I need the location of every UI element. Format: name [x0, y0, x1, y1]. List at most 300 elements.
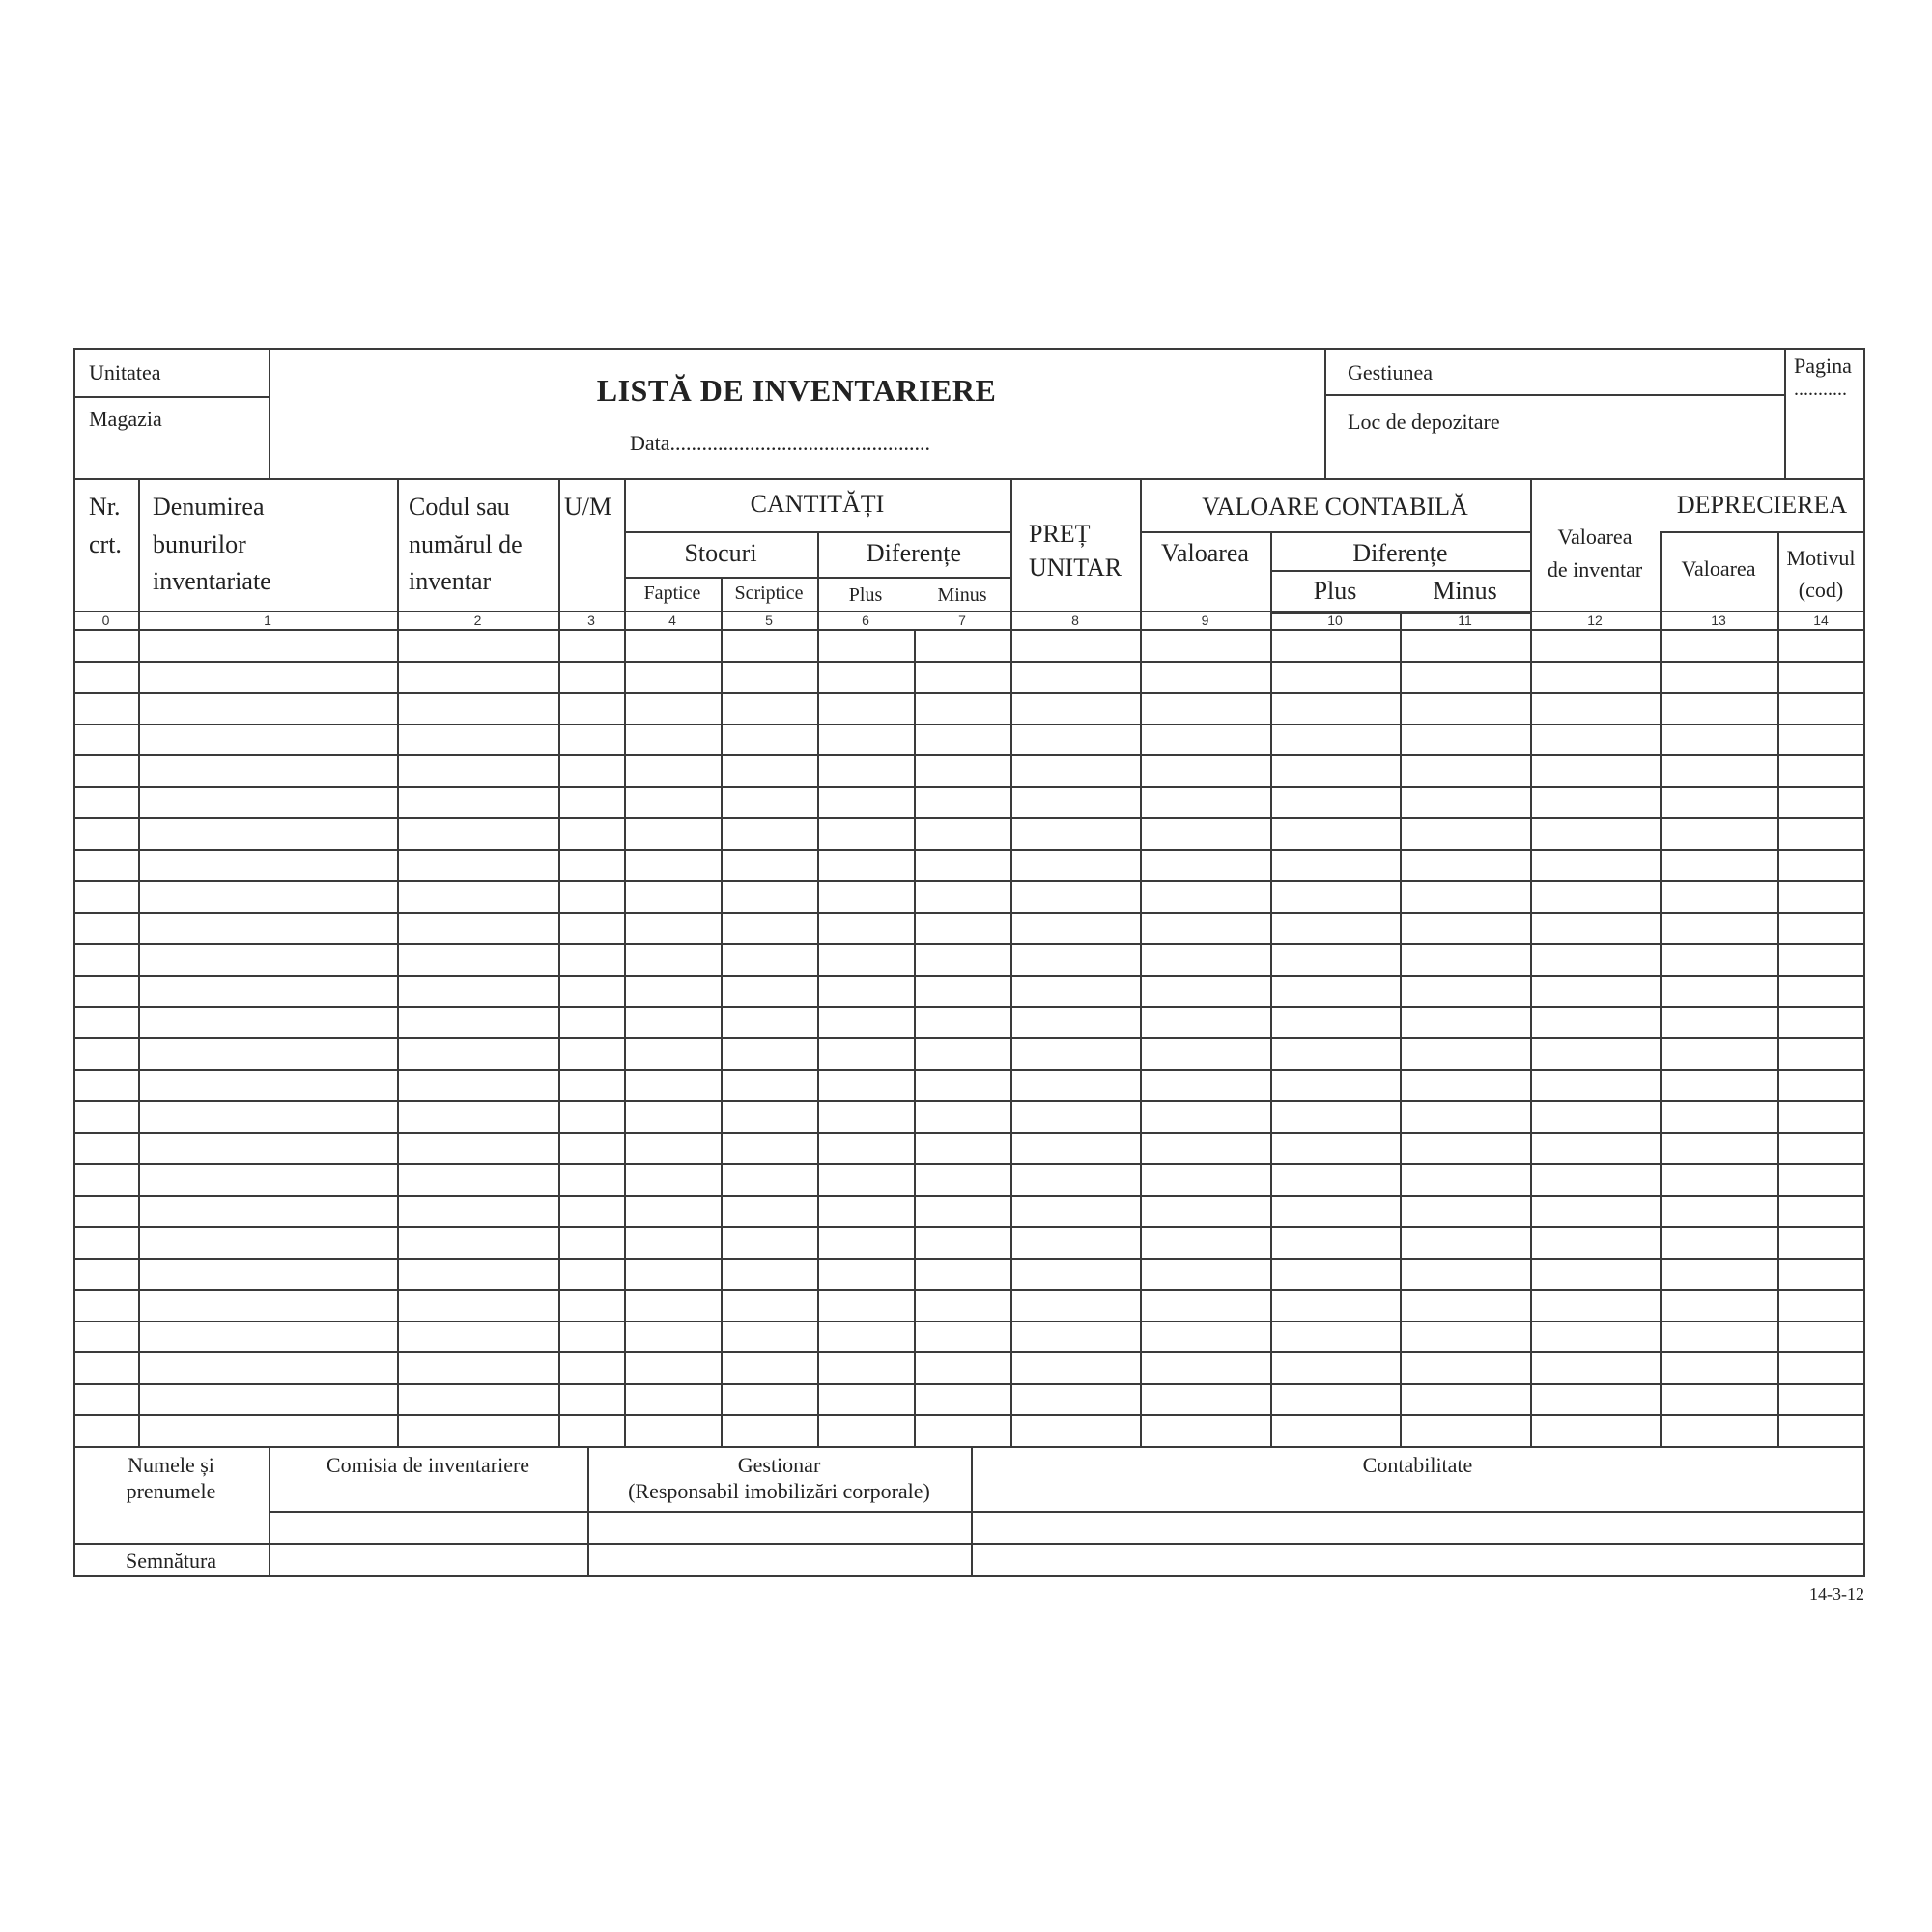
table-cell-col-8[interactable]	[1012, 756, 1140, 786]
table-cell-col-10[interactable]	[1272, 1353, 1400, 1383]
table-cell-col-10[interactable]	[1272, 1134, 1400, 1164]
table-cell-col-3[interactable]	[560, 1102, 624, 1132]
table-cell-col-8[interactable]	[1012, 788, 1140, 818]
table-cell-col-4[interactable]	[626, 819, 721, 849]
table-cell-col-12[interactable]	[1532, 1322, 1660, 1352]
table-cell-col-7[interactable]	[916, 1102, 1010, 1132]
table-cell-col-6[interactable]	[819, 1197, 914, 1227]
table-cell-col-11[interactable]	[1402, 977, 1530, 1007]
table-cell-col-4[interactable]	[626, 1165, 721, 1195]
table-cell-col-5[interactable]	[723, 788, 817, 818]
table-cell-col-3[interactable]	[560, 788, 624, 818]
table-cell-col-4[interactable]	[626, 1102, 721, 1132]
table-cell-col-5[interactable]	[723, 694, 817, 724]
table-cell-col-7[interactable]	[916, 1385, 1010, 1415]
table-cell-col-2[interactable]	[399, 694, 558, 724]
table-cell-col-13[interactable]	[1662, 945, 1777, 975]
table-cell-col-13[interactable]	[1662, 1228, 1777, 1258]
table-cell-col-9[interactable]	[1142, 882, 1270, 912]
table-cell-col-7[interactable]	[916, 1071, 1010, 1101]
table-cell-col-14[interactable]	[1779, 945, 1864, 975]
table-cell-col-12[interactable]	[1532, 1197, 1660, 1227]
table-cell-col-1[interactable]	[140, 851, 397, 881]
accounting-signature-field[interactable]	[973, 1545, 1863, 1575]
table-cell-col-3[interactable]	[560, 631, 624, 661]
table-cell-col-6[interactable]	[819, 1353, 914, 1383]
table-cell-col-3[interactable]	[560, 914, 624, 944]
table-cell-col-10[interactable]	[1272, 1416, 1400, 1446]
table-cell-col-1[interactable]	[140, 1102, 397, 1132]
table-cell-col-14[interactable]	[1779, 1260, 1864, 1290]
table-cell-col-4[interactable]	[626, 694, 721, 724]
table-cell-col-11[interactable]	[1402, 1071, 1530, 1101]
table-cell-col-12[interactable]	[1532, 819, 1660, 849]
table-cell-col-7[interactable]	[916, 725, 1010, 755]
table-cell-col-14[interactable]	[1779, 1385, 1864, 1415]
table-cell-col-6[interactable]	[819, 819, 914, 849]
table-cell-col-8[interactable]	[1012, 1260, 1140, 1290]
table-cell-col-6[interactable]	[819, 631, 914, 661]
table-cell-col-0[interactable]	[75, 694, 138, 724]
table-cell-col-13[interactable]	[1662, 1008, 1777, 1037]
table-cell-col-12[interactable]	[1532, 1071, 1660, 1101]
table-cell-col-0[interactable]	[75, 1039, 138, 1069]
table-cell-col-1[interactable]	[140, 1039, 397, 1069]
manager-signature-field[interactable]	[589, 1545, 971, 1575]
table-cell-col-5[interactable]	[723, 1291, 817, 1321]
table-cell-col-5[interactable]	[723, 1385, 817, 1415]
table-cell-col-2[interactable]	[399, 1416, 558, 1446]
table-cell-col-4[interactable]	[626, 1260, 721, 1290]
table-cell-col-13[interactable]	[1662, 1039, 1777, 1069]
table-cell-col-9[interactable]	[1142, 725, 1270, 755]
table-cell-col-14[interactable]	[1779, 882, 1864, 912]
table-cell-col-9[interactable]	[1142, 1291, 1270, 1321]
table-cell-col-11[interactable]	[1402, 1165, 1530, 1195]
table-cell-col-10[interactable]	[1272, 1228, 1400, 1258]
table-cell-col-0[interactable]	[75, 725, 138, 755]
table-cell-col-7[interactable]	[916, 1260, 1010, 1290]
table-cell-col-9[interactable]	[1142, 1134, 1270, 1164]
table-cell-col-10[interactable]	[1272, 663, 1400, 693]
table-cell-col-2[interactable]	[399, 725, 558, 755]
table-cell-col-2[interactable]	[399, 1228, 558, 1258]
table-cell-col-8[interactable]	[1012, 882, 1140, 912]
table-cell-col-8[interactable]	[1012, 1353, 1140, 1383]
table-cell-col-5[interactable]	[723, 819, 817, 849]
table-cell-col-0[interactable]	[75, 819, 138, 849]
table-cell-col-8[interactable]	[1012, 1385, 1140, 1415]
table-cell-col-11[interactable]	[1402, 631, 1530, 661]
table-cell-col-10[interactable]	[1272, 1008, 1400, 1037]
table-cell-col-1[interactable]	[140, 631, 397, 661]
table-cell-col-10[interactable]	[1272, 756, 1400, 786]
table-cell-col-1[interactable]	[140, 1071, 397, 1101]
table-cell-col-10[interactable]	[1272, 977, 1400, 1007]
table-cell-col-4[interactable]	[626, 1134, 721, 1164]
table-cell-col-1[interactable]	[140, 882, 397, 912]
table-cell-col-7[interactable]	[916, 631, 1010, 661]
table-cell-col-7[interactable]	[916, 1008, 1010, 1037]
table-cell-col-10[interactable]	[1272, 1102, 1400, 1132]
table-cell-col-14[interactable]	[1779, 851, 1864, 881]
table-cell-col-1[interactable]	[140, 1385, 397, 1415]
table-cell-col-3[interactable]	[560, 694, 624, 724]
table-cell-col-8[interactable]	[1012, 851, 1140, 881]
table-cell-col-13[interactable]	[1662, 694, 1777, 724]
table-cell-col-2[interactable]	[399, 819, 558, 849]
table-cell-col-7[interactable]	[916, 1291, 1010, 1321]
table-cell-col-10[interactable]	[1272, 694, 1400, 724]
table-cell-col-5[interactable]	[723, 977, 817, 1007]
date-field[interactable]: Data.................................................	[630, 431, 931, 455]
table-cell-col-14[interactable]	[1779, 1134, 1864, 1164]
table-cell-col-14[interactable]	[1779, 788, 1864, 818]
table-cell-col-8[interactable]	[1012, 1102, 1140, 1132]
table-cell-col-3[interactable]	[560, 663, 624, 693]
table-cell-col-11[interactable]	[1402, 1291, 1530, 1321]
table-cell-col-9[interactable]	[1142, 1008, 1270, 1037]
table-cell-col-3[interactable]	[560, 1416, 624, 1446]
table-cell-col-11[interactable]	[1402, 1102, 1530, 1132]
table-cell-col-12[interactable]	[1532, 1228, 1660, 1258]
table-cell-col-2[interactable]	[399, 1039, 558, 1069]
table-cell-col-3[interactable]	[560, 1385, 624, 1415]
table-cell-col-4[interactable]	[626, 1385, 721, 1415]
table-cell-col-9[interactable]	[1142, 945, 1270, 975]
table-cell-col-9[interactable]	[1142, 631, 1270, 661]
table-cell-col-4[interactable]	[626, 1322, 721, 1352]
table-cell-col-11[interactable]	[1402, 1322, 1530, 1352]
table-cell-col-0[interactable]	[75, 1134, 138, 1164]
table-cell-col-10[interactable]	[1272, 631, 1400, 661]
table-cell-col-4[interactable]	[626, 914, 721, 944]
table-cell-col-13[interactable]	[1662, 1416, 1777, 1446]
table-cell-col-14[interactable]	[1779, 977, 1864, 1007]
table-cell-col-2[interactable]	[399, 1071, 558, 1101]
table-cell-col-14[interactable]	[1779, 1102, 1864, 1132]
table-cell-col-6[interactable]	[819, 1416, 914, 1446]
table-cell-col-0[interactable]	[75, 851, 138, 881]
table-cell-col-0[interactable]	[75, 1102, 138, 1132]
table-cell-col-13[interactable]	[1662, 788, 1777, 818]
table-cell-col-3[interactable]	[560, 756, 624, 786]
table-cell-col-12[interactable]	[1532, 631, 1660, 661]
table-cell-col-2[interactable]	[399, 977, 558, 1007]
table-cell-col-6[interactable]	[819, 1260, 914, 1290]
table-cell-col-14[interactable]	[1779, 819, 1864, 849]
table-cell-col-11[interactable]	[1402, 819, 1530, 849]
table-cell-col-5[interactable]	[723, 1260, 817, 1290]
table-cell-col-7[interactable]	[916, 1197, 1010, 1227]
table-cell-col-14[interactable]	[1779, 663, 1864, 693]
table-cell-col-4[interactable]	[626, 977, 721, 1007]
table-cell-col-8[interactable]	[1012, 1008, 1140, 1037]
table-cell-col-1[interactable]	[140, 663, 397, 693]
table-cell-col-14[interactable]	[1779, 756, 1864, 786]
table-cell-col-12[interactable]	[1532, 1260, 1660, 1290]
table-cell-col-14[interactable]	[1779, 1416, 1864, 1446]
table-cell-col-11[interactable]	[1402, 1197, 1530, 1227]
table-cell-col-13[interactable]	[1662, 977, 1777, 1007]
table-cell-col-1[interactable]	[140, 756, 397, 786]
table-cell-col-11[interactable]	[1402, 663, 1530, 693]
table-cell-col-6[interactable]	[819, 977, 914, 1007]
table-cell-col-1[interactable]	[140, 1165, 397, 1195]
table-cell-col-3[interactable]	[560, 1228, 624, 1258]
table-cell-col-12[interactable]	[1532, 1134, 1660, 1164]
table-cell-col-12[interactable]	[1532, 1353, 1660, 1383]
table-cell-col-12[interactable]	[1532, 945, 1660, 975]
table-cell-col-3[interactable]	[560, 1197, 624, 1227]
table-cell-col-14[interactable]	[1779, 631, 1864, 661]
storage-location-field[interactable]	[1326, 396, 1784, 477]
table-cell-col-4[interactable]	[626, 1071, 721, 1101]
table-cell-col-2[interactable]	[399, 914, 558, 944]
table-cell-col-6[interactable]	[819, 1165, 914, 1195]
table-cell-col-4[interactable]	[626, 756, 721, 786]
table-cell-col-9[interactable]	[1142, 1165, 1270, 1195]
table-cell-col-8[interactable]	[1012, 631, 1140, 661]
table-cell-col-0[interactable]	[75, 788, 138, 818]
table-cell-col-14[interactable]	[1779, 1039, 1864, 1069]
table-cell-col-9[interactable]	[1142, 1416, 1270, 1446]
table-cell-col-4[interactable]	[626, 788, 721, 818]
table-cell-col-1[interactable]	[140, 977, 397, 1007]
table-cell-col-3[interactable]	[560, 1291, 624, 1321]
table-cell-col-4[interactable]	[626, 851, 721, 881]
table-cell-col-4[interactable]	[626, 1353, 721, 1383]
table-cell-col-5[interactable]	[723, 1008, 817, 1037]
table-cell-col-6[interactable]	[819, 694, 914, 724]
table-cell-col-11[interactable]	[1402, 694, 1530, 724]
table-cell-col-2[interactable]	[399, 1385, 558, 1415]
table-cell-col-13[interactable]	[1662, 1353, 1777, 1383]
table-cell-col-11[interactable]	[1402, 725, 1530, 755]
table-cell-col-5[interactable]	[723, 914, 817, 944]
table-cell-col-7[interactable]	[916, 756, 1010, 786]
table-cell-col-0[interactable]	[75, 663, 138, 693]
table-cell-col-9[interactable]	[1142, 1197, 1270, 1227]
table-cell-col-10[interactable]	[1272, 788, 1400, 818]
table-cell-col-12[interactable]	[1532, 977, 1660, 1007]
table-cell-col-3[interactable]	[560, 945, 624, 975]
table-cell-col-0[interactable]	[75, 1071, 138, 1101]
table-cell-col-11[interactable]	[1402, 1416, 1530, 1446]
table-cell-col-13[interactable]	[1662, 1385, 1777, 1415]
table-cell-col-4[interactable]	[626, 1291, 721, 1321]
table-cell-col-8[interactable]	[1012, 1416, 1140, 1446]
table-cell-col-1[interactable]	[140, 788, 397, 818]
table-cell-col-0[interactable]	[75, 631, 138, 661]
table-cell-col-10[interactable]	[1272, 1197, 1400, 1227]
table-cell-col-2[interactable]	[399, 1291, 558, 1321]
table-cell-col-1[interactable]	[140, 1228, 397, 1258]
table-cell-col-1[interactable]	[140, 1416, 397, 1446]
table-cell-col-3[interactable]	[560, 819, 624, 849]
table-cell-col-10[interactable]	[1272, 1260, 1400, 1290]
table-cell-col-0[interactable]	[75, 914, 138, 944]
table-cell-col-1[interactable]	[140, 694, 397, 724]
table-cell-col-6[interactable]	[819, 756, 914, 786]
table-cell-col-2[interactable]	[399, 1008, 558, 1037]
table-cell-col-12[interactable]	[1532, 882, 1660, 912]
table-cell-col-6[interactable]	[819, 725, 914, 755]
table-cell-col-2[interactable]	[399, 1165, 558, 1195]
table-cell-col-5[interactable]	[723, 1102, 817, 1132]
table-cell-col-6[interactable]	[819, 1134, 914, 1164]
table-cell-col-1[interactable]	[140, 1353, 397, 1383]
table-cell-col-13[interactable]	[1662, 1260, 1777, 1290]
table-cell-col-9[interactable]	[1142, 1039, 1270, 1069]
table-cell-col-2[interactable]	[399, 1322, 558, 1352]
table-cell-col-4[interactable]	[626, 882, 721, 912]
table-cell-col-7[interactable]	[916, 977, 1010, 1007]
table-cell-col-9[interactable]	[1142, 1260, 1270, 1290]
table-cell-col-9[interactable]	[1142, 977, 1270, 1007]
commission-signature-field[interactable]	[270, 1545, 587, 1575]
table-cell-col-0[interactable]	[75, 1385, 138, 1415]
table-cell-col-8[interactable]	[1012, 1197, 1140, 1227]
table-cell-col-7[interactable]	[916, 1228, 1010, 1258]
table-cell-col-10[interactable]	[1272, 882, 1400, 912]
table-cell-col-11[interactable]	[1402, 1385, 1530, 1415]
table-cell-col-5[interactable]	[723, 945, 817, 975]
table-cell-col-9[interactable]	[1142, 1102, 1270, 1132]
warehouse-field[interactable]	[75, 398, 269, 477]
table-cell-col-6[interactable]	[819, 1008, 914, 1037]
table-cell-col-11[interactable]	[1402, 1353, 1530, 1383]
table-cell-col-11[interactable]	[1402, 1134, 1530, 1164]
table-cell-col-9[interactable]	[1142, 694, 1270, 724]
table-cell-col-3[interactable]	[560, 1322, 624, 1352]
table-cell-col-1[interactable]	[140, 1008, 397, 1037]
table-cell-col-9[interactable]	[1142, 1228, 1270, 1258]
table-cell-col-3[interactable]	[560, 851, 624, 881]
table-cell-col-7[interactable]	[916, 694, 1010, 724]
table-cell-col-14[interactable]	[1779, 914, 1864, 944]
table-cell-col-5[interactable]	[723, 1322, 817, 1352]
table-cell-col-6[interactable]	[819, 1228, 914, 1258]
table-cell-col-8[interactable]	[1012, 694, 1140, 724]
page-number-field[interactable]: ...........	[1794, 379, 1847, 400]
table-cell-col-11[interactable]	[1402, 914, 1530, 944]
table-cell-col-7[interactable]	[916, 882, 1010, 912]
table-cell-col-12[interactable]	[1532, 788, 1660, 818]
table-cell-col-2[interactable]	[399, 1353, 558, 1383]
table-cell-col-13[interactable]	[1662, 819, 1777, 849]
table-cell-col-11[interactable]	[1402, 1008, 1530, 1037]
table-cell-col-11[interactable]	[1402, 1260, 1530, 1290]
table-cell-col-7[interactable]	[916, 1134, 1010, 1164]
table-cell-col-10[interactable]	[1272, 1165, 1400, 1195]
table-cell-col-12[interactable]	[1532, 1385, 1660, 1415]
table-cell-col-12[interactable]	[1532, 851, 1660, 881]
table-cell-col-8[interactable]	[1012, 1228, 1140, 1258]
table-cell-col-14[interactable]	[1779, 1228, 1864, 1258]
table-cell-col-3[interactable]	[560, 1134, 624, 1164]
table-cell-col-8[interactable]	[1012, 1071, 1140, 1101]
table-cell-col-14[interactable]	[1779, 1071, 1864, 1101]
table-cell-col-4[interactable]	[626, 631, 721, 661]
table-cell-col-10[interactable]	[1272, 1385, 1400, 1415]
table-cell-col-7[interactable]	[916, 1353, 1010, 1383]
table-cell-col-5[interactable]	[723, 756, 817, 786]
table-cell-col-6[interactable]	[819, 1039, 914, 1069]
accounting-name-field[interactable]	[973, 1513, 1863, 1543]
table-cell-col-8[interactable]	[1012, 1322, 1140, 1352]
table-cell-col-0[interactable]	[75, 1260, 138, 1290]
table-cell-col-5[interactable]	[723, 1134, 817, 1164]
table-cell-col-5[interactable]	[723, 1228, 817, 1258]
table-cell-col-5[interactable]	[723, 851, 817, 881]
table-cell-col-7[interactable]	[916, 1416, 1010, 1446]
table-cell-col-6[interactable]	[819, 945, 914, 975]
table-cell-col-8[interactable]	[1012, 663, 1140, 693]
table-cell-col-6[interactable]	[819, 914, 914, 944]
table-cell-col-3[interactable]	[560, 882, 624, 912]
table-cell-col-0[interactable]	[75, 1165, 138, 1195]
table-cell-col-13[interactable]	[1662, 1291, 1777, 1321]
table-cell-col-1[interactable]	[140, 1134, 397, 1164]
table-cell-col-4[interactable]	[626, 1039, 721, 1069]
table-cell-col-13[interactable]	[1662, 631, 1777, 661]
table-cell-col-7[interactable]	[916, 1165, 1010, 1195]
table-cell-col-12[interactable]	[1532, 694, 1660, 724]
table-cell-col-0[interactable]	[75, 1291, 138, 1321]
table-cell-col-13[interactable]	[1662, 1134, 1777, 1164]
table-cell-col-0[interactable]	[75, 1008, 138, 1037]
table-cell-col-14[interactable]	[1779, 694, 1864, 724]
table-cell-col-14[interactable]	[1779, 1165, 1864, 1195]
table-cell-col-1[interactable]	[140, 1291, 397, 1321]
table-cell-col-5[interactable]	[723, 1165, 817, 1195]
table-cell-col-5[interactable]	[723, 663, 817, 693]
table-cell-col-11[interactable]	[1402, 882, 1530, 912]
table-cell-col-3[interactable]	[560, 1071, 624, 1101]
table-cell-col-11[interactable]	[1402, 756, 1530, 786]
table-cell-col-11[interactable]	[1402, 945, 1530, 975]
table-cell-col-14[interactable]	[1779, 1008, 1864, 1037]
table-cell-col-4[interactable]	[626, 1008, 721, 1037]
table-cell-col-14[interactable]	[1779, 1353, 1864, 1383]
unit-field[interactable]	[75, 350, 269, 396]
table-cell-col-5[interactable]	[723, 1071, 817, 1101]
table-cell-col-1[interactable]	[140, 1260, 397, 1290]
table-cell-col-1[interactable]	[140, 1197, 397, 1227]
table-cell-col-10[interactable]	[1272, 914, 1400, 944]
table-cell-col-4[interactable]	[626, 1416, 721, 1446]
table-cell-col-10[interactable]	[1272, 1322, 1400, 1352]
table-cell-col-5[interactable]	[723, 1416, 817, 1446]
table-cell-col-7[interactable]	[916, 945, 1010, 975]
table-cell-col-2[interactable]	[399, 945, 558, 975]
table-cell-col-2[interactable]	[399, 1197, 558, 1227]
table-cell-col-8[interactable]	[1012, 725, 1140, 755]
table-cell-col-12[interactable]	[1532, 1102, 1660, 1132]
table-cell-col-6[interactable]	[819, 1102, 914, 1132]
table-cell-col-7[interactable]	[916, 914, 1010, 944]
table-cell-col-11[interactable]	[1402, 788, 1530, 818]
table-cell-col-2[interactable]	[399, 788, 558, 818]
table-cell-col-14[interactable]	[1779, 725, 1864, 755]
table-cell-col-13[interactable]	[1662, 1322, 1777, 1352]
table-cell-col-8[interactable]	[1012, 914, 1140, 944]
table-cell-col-6[interactable]	[819, 1291, 914, 1321]
table-cell-col-9[interactable]	[1142, 756, 1270, 786]
table-cell-col-13[interactable]	[1662, 1071, 1777, 1101]
table-cell-col-2[interactable]	[399, 663, 558, 693]
